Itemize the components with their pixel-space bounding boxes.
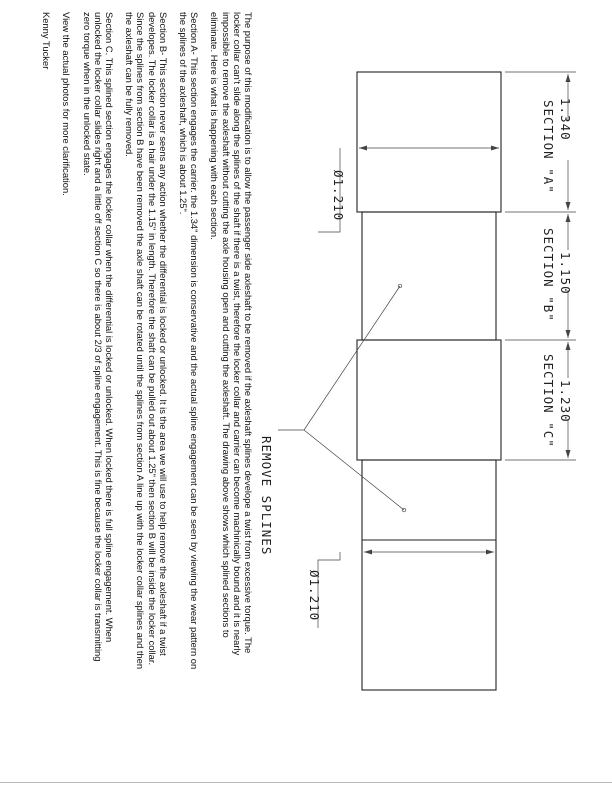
- section-b-text: This section never seens any action whether the differential is locked or unlocked. It is the area we will use to help remove the axleshaft if a twist developes. The locker collar is a hair under the 1.15" in length. Therefore the shaft can be pulled out about 1.25" then section B will be inside the locker collar. Since the splines from section B have been removed the axle shaft can be rotated until the splines from section A line up with the locker collar splines and then the axleshaft can be fully removed.: [124, 12, 169, 670]
- remove-splines-callout: [259, 284, 406, 555]
- section-c-label: Section C.: [103, 12, 115, 56]
- dim-b-value: 1.150: [558, 252, 573, 295]
- closing-paragraph: View the actual photos for more clarification.: [61, 12, 73, 196]
- section-a-label-text: SECTION "A": [541, 100, 556, 194]
- section-a-text: This section engages the carrier. the 1.34" dimension is conservative and the actual spline engagement can be seen by viewing the wear pattern on the splines of the axleshaft, which is about 1.25".: [177, 12, 201, 670]
- section-dimension-labels: [541, 98, 573, 448]
- section-c-label-text: SECTION "C": [541, 354, 556, 448]
- diameter-right-label: Ø1.210: [307, 570, 322, 622]
- diameter-dimension-left: [318, 146, 499, 233]
- page-bottom-edge: [0, 782, 612, 783]
- section-b-body: [362, 212, 496, 340]
- section-b-label: Section B-: [157, 12, 169, 56]
- section-a-body: [357, 72, 501, 212]
- intro-paragraph: The purpose of this modification is to allow the passenger side axleshaft to be removed if the axleshaft splines develope a twist from excessive torque. The locker collar can't slide along the splines of the shaft if there is a twist, therefore the locker collar and carrier can become machinically bound and it is nearly impossible to remove the axleshaft without cutting the axle housing open and cutting the axleshaft. The drawing above shows which splined sections to eliminate. Here is what is happening with each section.: [209, 12, 254, 656]
- section-a-label: Section A-: [189, 12, 201, 55]
- diameter-left-label: Ø1.210: [331, 170, 346, 222]
- remove-splines-label: REMOVE SPLINES: [259, 436, 274, 556]
- diameter-dimension-right: [307, 550, 494, 629]
- author-name: Kenny Tucker: [41, 12, 53, 70]
- dim-a-value: 1.340: [558, 98, 573, 141]
- section-b-label-text: SECTION "B": [541, 228, 556, 322]
- shaft-remainder: [362, 460, 496, 690]
- section-c-text: This splined section engages the locker collar when the differential is locked or unlocked. When locked there is full spline engagement. When unlocked the locker collar slides right and a little off section C so there is about 2/3 of spline engagement. This is fine because the locker collar is transmitting zero torque when in the unlocked state.: [81, 12, 115, 662]
- shaft-outline: [357, 72, 501, 690]
- dim-c-value: 1.230: [558, 380, 573, 423]
- section-c-body: [357, 340, 501, 460]
